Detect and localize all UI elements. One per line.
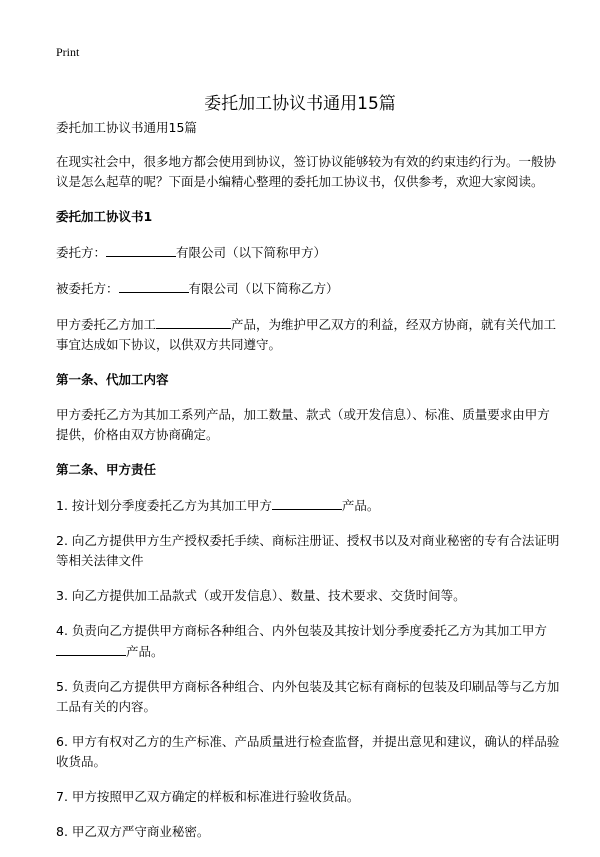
item1-suffix: 产品。 — [341, 498, 380, 513]
fill-blank — [56, 641, 126, 656]
fill-blank — [272, 495, 342, 510]
list-item — [56, 621, 560, 662]
print-link[interactable]: Print — [56, 45, 80, 59]
party-b-suffix: 有限公司（以下简称乙方） — [188, 281, 339, 296]
list-item: 2. 向乙方提供甲方生产授权委托手续、商标注册证、授权书以及对商业秘密的专有合法证明等相关法律文件 — [56, 533, 560, 568]
party-a-suffix: 有限公司（以下简称甲方） — [176, 245, 327, 260]
fill-blank — [119, 278, 189, 293]
article1-text: 甲方委托乙方为其加工系列产品，加工数量、款式（或开发信息）、标准、质量要求由甲方提供，价格由双方协商确定。 — [56, 407, 550, 442]
party-a-prefix: 委托方： — [56, 245, 107, 260]
document-title: 委托加工协议书通用15篇 — [204, 94, 396, 115]
party-b-prefix: 被委托方： — [56, 281, 119, 296]
document-subtitle: 委托加工协议书通用15篇 — [56, 120, 197, 135]
party-b-line — [56, 278, 560, 299]
document-body — [56, 118, 560, 857]
item1-prefix: 1. 按计划分季度委托乙方为其加工甲方 — [56, 498, 272, 513]
purpose-suffix: 产品，为维护甲乙双方的利益，经双方协商，就有关代加工事宜达成如下协议，以供双方共同遵守。 — [56, 317, 557, 352]
fill-blank — [156, 314, 231, 329]
fill-blank — [106, 242, 176, 257]
intro-paragraph: 在现实社会中，很多地方都会使用到协议，签订协议能够较为有效的约束违约行为。一般协议是怎么起草的呢？下面是小编精心整理的委托加工协议书，仅供参考，欢迎大家阅读。 — [56, 154, 557, 189]
list-item: 6. 甲方有权对乙方的生产标准、产品质量进行检查监督，并提出意见和建议，确认的样品验收货品。 — [56, 734, 560, 769]
list-item: 5. 负责向乙方提供甲方商标各种组合、内外包装及其它标有商标的包装及印刷品等与乙方加工品有关的内容。 — [56, 679, 560, 714]
list-item: 7. 甲方按照甲乙双方确定的样板和标准进行验收货品。 — [56, 789, 360, 804]
section-heading: 委托加工协议书1 — [56, 209, 153, 224]
purpose-prefix: 甲方委托乙方加工 — [56, 317, 157, 332]
article2-heading: 第二条、甲方责任 — [56, 462, 157, 477]
list-item: 8. 甲乙双方严守商业秘密。 — [56, 824, 210, 839]
item4-prefix: 4. 负责向乙方提供甲方商标各种组合、内外包装及其按计划分季度委托乙方为其加工甲方 — [56, 623, 547, 638]
party-a-line — [56, 242, 560, 263]
list-item — [56, 495, 560, 516]
list-item: 3. 向乙方提供加工品款式（或开发信息）、数量、技术要求、交货时间等。 — [56, 588, 466, 603]
item4-suffix: 产品。 — [126, 644, 164, 659]
purpose-paragraph — [56, 314, 560, 355]
article1-heading: 第一条、代加工内容 — [56, 372, 169, 387]
